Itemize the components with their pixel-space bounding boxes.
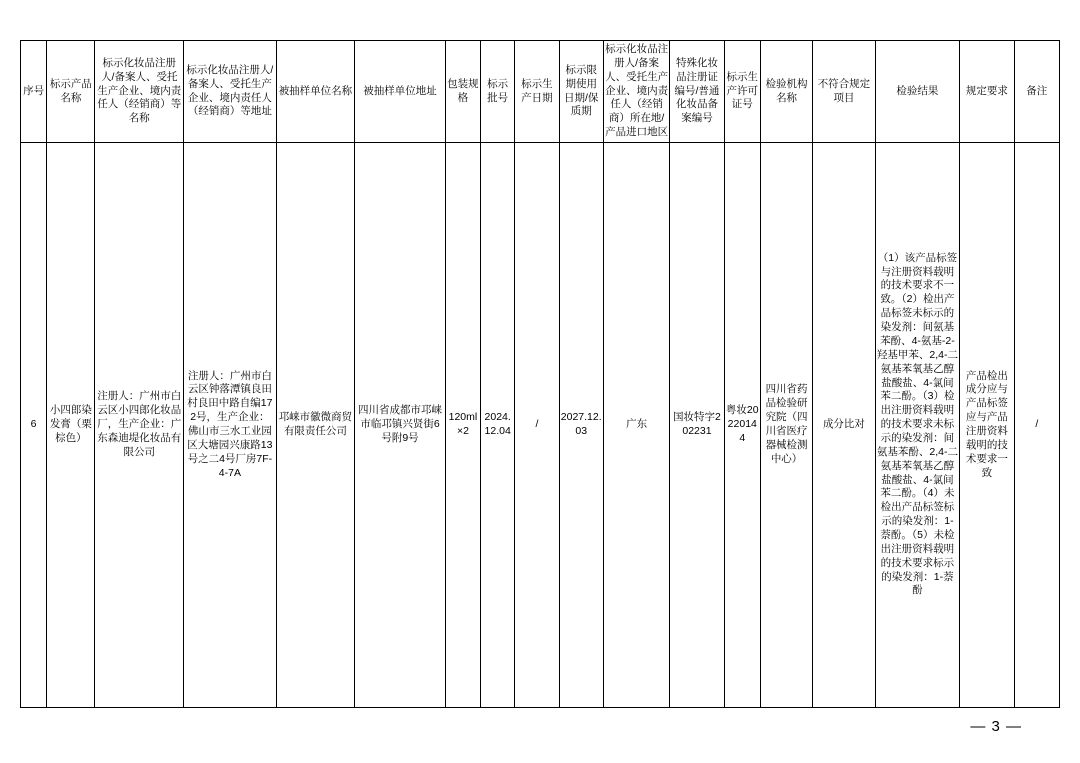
table-header [21, 41, 1060, 143]
page-number: — 3 — [970, 718, 1022, 735]
column-header-sampled-unit-address: 被抽样单位地址 [355, 41, 446, 143]
cell-batch-no: 2024.12.04 [481, 143, 515, 708]
column-header-license-no: 标示生产许可证号 [724, 41, 760, 143]
table-body [21, 143, 1060, 708]
column-header-registrant-name: 标示化妆品注册人/备案人、受托生产企业、境内责任人（经销商）等名称 [95, 41, 184, 143]
cell-package-spec: 120ml×2 [445, 143, 480, 708]
cell-sampled-unit-address: 四川省成都市邛崃市临邛镇兴贤街6号附9号 [355, 143, 446, 708]
inspection-table [20, 40, 1060, 708]
column-header-record-no: 特殊化妆品注册证编号/普通化妆品备案编号 [670, 41, 724, 143]
cell-production-date: / [515, 143, 559, 708]
cell-license-no: 粤妆20220144 [724, 143, 760, 708]
column-header-batch-no: 标示批号 [481, 41, 515, 143]
column-header-sampled-unit-name: 被抽样单位名称 [276, 41, 355, 143]
cell-expiry-date: 2027.12.03 [559, 143, 603, 708]
column-header-package-spec: 包装规格 [445, 41, 480, 143]
column-header-production-date: 标示生产日期 [515, 41, 559, 143]
column-header-expiry-date: 标示限期使用日期/保质期 [559, 41, 603, 143]
cell-registrant-name: 注册人：广州市白云区小四郎化妆品厂，生产企业：广东森迪堤化妆品有限公司 [95, 143, 184, 708]
cell-inspection-org: 四川省药品检验研究院（四川省医疗器械检测中心） [760, 143, 812, 708]
cell-record-no: 国妆特字202231 [670, 143, 724, 708]
cell-nonconforming-item: 成分比对 [813, 143, 875, 708]
column-header-remark: 备注 [1014, 41, 1059, 143]
cell-product-name: 小四郎染发膏（栗棕色） [47, 143, 95, 708]
cell-seq: 6 [21, 143, 47, 708]
column-header-region: 标示化妆品注册人/备案人、受托生产企业、境内责任人（经销商）所在地/产品进口地区 [603, 41, 669, 143]
column-header-requirement: 规定要求 [960, 41, 1014, 143]
column-header-seq: 序号 [21, 41, 47, 143]
column-header-inspection-org: 检验机构名称 [760, 41, 812, 143]
cell-inspection-result: （1）该产品标签与注册资料载明的技术要求不一致。（2）检出产品标签未标示的染发剂：间氨基苯酚、4-氨基-2-羟基甲苯、2,4-二氨基苯氧基乙醇盐酸盐、4-氯间苯二酚。（3）检出注册资料载明的技术要求未标示的染发剂：间氨基苯酚、2,4-二氨基苯氧基乙醇盐酸盐、4-氯间苯二酚。（4）未检出产品标签标示的染发剂：1-萘酚。（5）未检出注册资料载明的技术要求标示的染发剂：1-萘酚 [875, 143, 960, 708]
cell-sampled-unit-name: 邛崃市徽微商贸有限责任公司 [276, 143, 355, 708]
inspection-table-wrapper [20, 40, 1060, 708]
column-header-inspection-result: 检验结果 [875, 41, 960, 143]
cell-remark: / [1014, 143, 1059, 708]
cell-requirement: 产品检出成分应与产品标签应与产品注册资料载明的技术要求一致 [960, 143, 1014, 708]
table-header-row [21, 41, 1060, 143]
cell-region: 广东 [603, 143, 669, 708]
column-header-registrant-address: 标示化妆品注册人/备案人、受托生产企业、境内责任人（经销商）等地址 [184, 41, 277, 143]
column-header-product-name: 标示产品名称 [47, 41, 95, 143]
table-row [21, 143, 1060, 708]
cell-registrant-address: 注册人：广州市白云区钟落潭镇良田村良田中路自编172号，生产企业：佛山市三水工业园区大塘园兴康路13号之二4号厂房7F-4-7A [184, 143, 277, 708]
column-header-nonconforming-item: 不符合规定项目 [813, 41, 875, 143]
